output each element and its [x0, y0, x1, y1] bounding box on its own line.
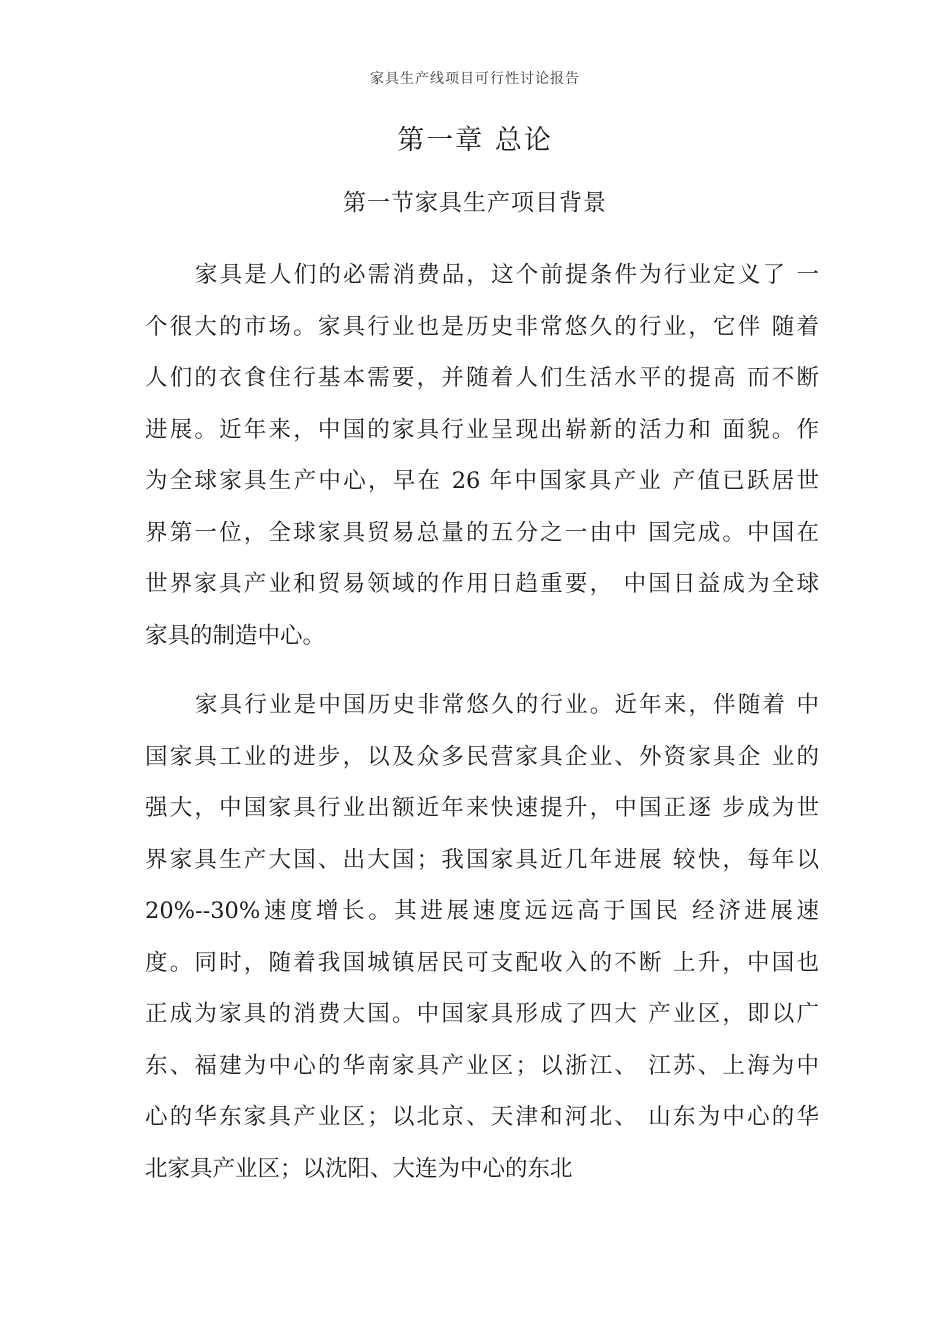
running-header: 家具生产线项目可行性讨论报告 — [370, 71, 580, 87]
paragraph-line: 世界家具产业和贸易领域的作用日趋重要， 中国日益成为全球 — [145, 571, 819, 597]
paragraph-line: 20%--30%速度增长。其进展速度远远高于国民 经济进展速 — [145, 898, 819, 924]
paragraph-line: 为全球家具生产中心，早在 26 年中国家具产业 产值已跃居世 — [145, 468, 819, 494]
chapter-title: 第一章 总论 — [397, 125, 553, 156]
paragraph-line: 界第一位，全球家具贸易总量的五分之一由中 国完成。中国在 — [145, 519, 819, 546]
paragraph-line: 人们的衣食住行基本需要，并随着人们生活水平的提高 而不断 — [145, 365, 819, 391]
paragraph-line: 家具是人们的必需消费品，这个前提条件为行业定义了 一 — [195, 262, 819, 288]
paragraph-line: 北家具产业区；以沈阳、大连为中心的东北 — [145, 1155, 573, 1182]
paragraph-line: 强大，中国家具行业出额近年来快速提升，中国正逐 步成为世 — [145, 795, 819, 821]
paragraph-line: 东、福建为中心的华南家具产业区；以浙江、 江苏、上海为中 — [145, 1052, 819, 1079]
paragraph-line: 家具的制造中心。 — [145, 622, 326, 649]
paragraph-line: 心的华东家具产业区；以北京、天津和河北、 山东为中心的华 — [145, 1104, 819, 1130]
paragraph-line: 个很大的市场。家具行业也是历史非常悠久的行业，它伴 随着 — [145, 313, 819, 340]
paragraph-line: 度。同时，随着我国城镇居民可支配收入的不断 上升，中国也 — [145, 949, 819, 976]
paragraph-line: 进展。近年来，中国的家具行业呈现出崭新的活力和 面貌。作 — [145, 416, 819, 443]
paragraph-line: 国家具工业的进步，以及众多民营家具企业、外资家具企 业的 — [145, 743, 819, 770]
paragraph-line: 界家具生产大国、出大国；我国家具近几年进展 较快，每年以 — [145, 846, 819, 873]
paragraph-line: 家具行业是中国历史非常悠久的行业。近年来，伴随着 中 — [195, 692, 819, 718]
paragraph-2 — [145, 680, 819, 1195]
paragraph-1 — [145, 250, 819, 662]
paragraph-line: 正成为家具的消费大国。中国家具形成了四大 产业区，即以广 — [145, 1001, 819, 1027]
section-title: 第一节家具生产项目背景 — [343, 190, 607, 216]
